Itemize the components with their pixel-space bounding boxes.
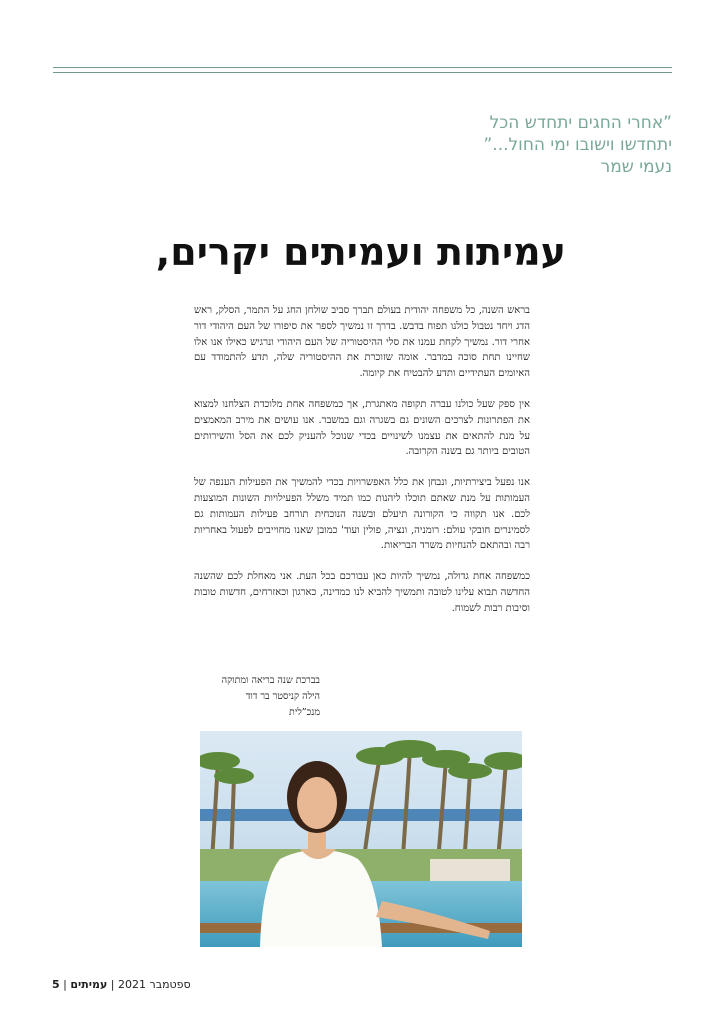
quote-line-1: ”אחרי החגים יתחדש הכל bbox=[489, 113, 672, 133]
header-rule-bottom bbox=[53, 72, 672, 73]
paragraph: אין ספק שעל כולנו עברה תקופה מאתגרת, אך כמשפחה אחת מלוכדת הצלחנו למצוא את הפתרונות לצרכים השונים גם בשגרה וגם במשבר. אנו עושים את מירב המאמצים על מנת להתאים את עצמנו לשינויים בכדי שנוכל להעניק לכם את הסל והשירותים הטובים ביותר גם בשנה הקרובה. bbox=[194, 398, 530, 458]
magazine-name: עמיתים bbox=[70, 978, 108, 991]
portrait-photo bbox=[200, 731, 522, 947]
footer-separator: | bbox=[63, 978, 71, 991]
quote-line-2: יתחדשו וישובו ימי החול...” bbox=[483, 135, 672, 155]
page-number: 5 bbox=[52, 978, 60, 991]
paragraph: כמשפחה אחת גדולה, נמשיך להיות כאן עבורכם בכל העת. אני מאחלת לכם שהשנה החדשה תבוא עלינו לטובה ותמשיך להביא לנו כמדינה, כארגון וכאזרחים, חדשות טובות וסיבות רבות לשמוח. bbox=[194, 571, 530, 614]
page-title: עמיתות ועמיתים יקרים, bbox=[155, 230, 566, 274]
pull-quote bbox=[372, 112, 672, 178]
footer-separator: | bbox=[107, 978, 115, 991]
signature-role: מנכ”לית bbox=[289, 707, 320, 718]
footer-date: ספטמבר 2021 bbox=[118, 978, 191, 991]
signature-name: הילה קניסטר בר דוד bbox=[245, 691, 320, 702]
signature-block bbox=[160, 673, 320, 721]
signature-greeting: בברכת שנה בריאה ומתוקה bbox=[221, 675, 320, 686]
quote-author: נעמי שמר bbox=[600, 157, 672, 177]
paragraph: אנו נפעל ביצירתיות, ונבחן את כלל האפשרויות בכדי להמשיך את הפעילות הענפה של העמותות על מנת שאתם תוכלו ליהנות כמו תמיד משלל הפעילויות השונות המוצעות לכם. אנו תקווה כי הקורונה תיעלם ובשנה הנוכחית תורחב פעילות העמותות גם לסמינרים חובקי עולם: רומניה, ונציה, פולין ועוד' כמובן שאנו מחוייבים לפעול באחריות רבה ובהתאם להנחיות משרד הבריאות. bbox=[194, 477, 530, 552]
portrait-illustration bbox=[200, 731, 522, 947]
header-rule-top bbox=[53, 67, 672, 68]
letter-body bbox=[194, 303, 530, 632]
paragraph: בראש השנה, כל משפחה יהודית בעולם תברך סביב שולחן החג על התמר, הסלק, ראש הדג ויחד נטבול כולנו תפוח בדבש. בדרך זו נמשיך לספר את סיפורו של העם היהודי דור אחרי דור. נמשיך לקחת עמנו את סלי ההיסטוריה של העם היהודי ונרגיש כאילו אנו אלו שחיינו תחת סוכה במדבר. אומה שזוכרת את ההיסטוריה שלה, תדע להתמודד עם האיומים העתידיים ותדע להבטיח את קיומה. bbox=[194, 305, 530, 380]
page-footer bbox=[52, 978, 191, 991]
